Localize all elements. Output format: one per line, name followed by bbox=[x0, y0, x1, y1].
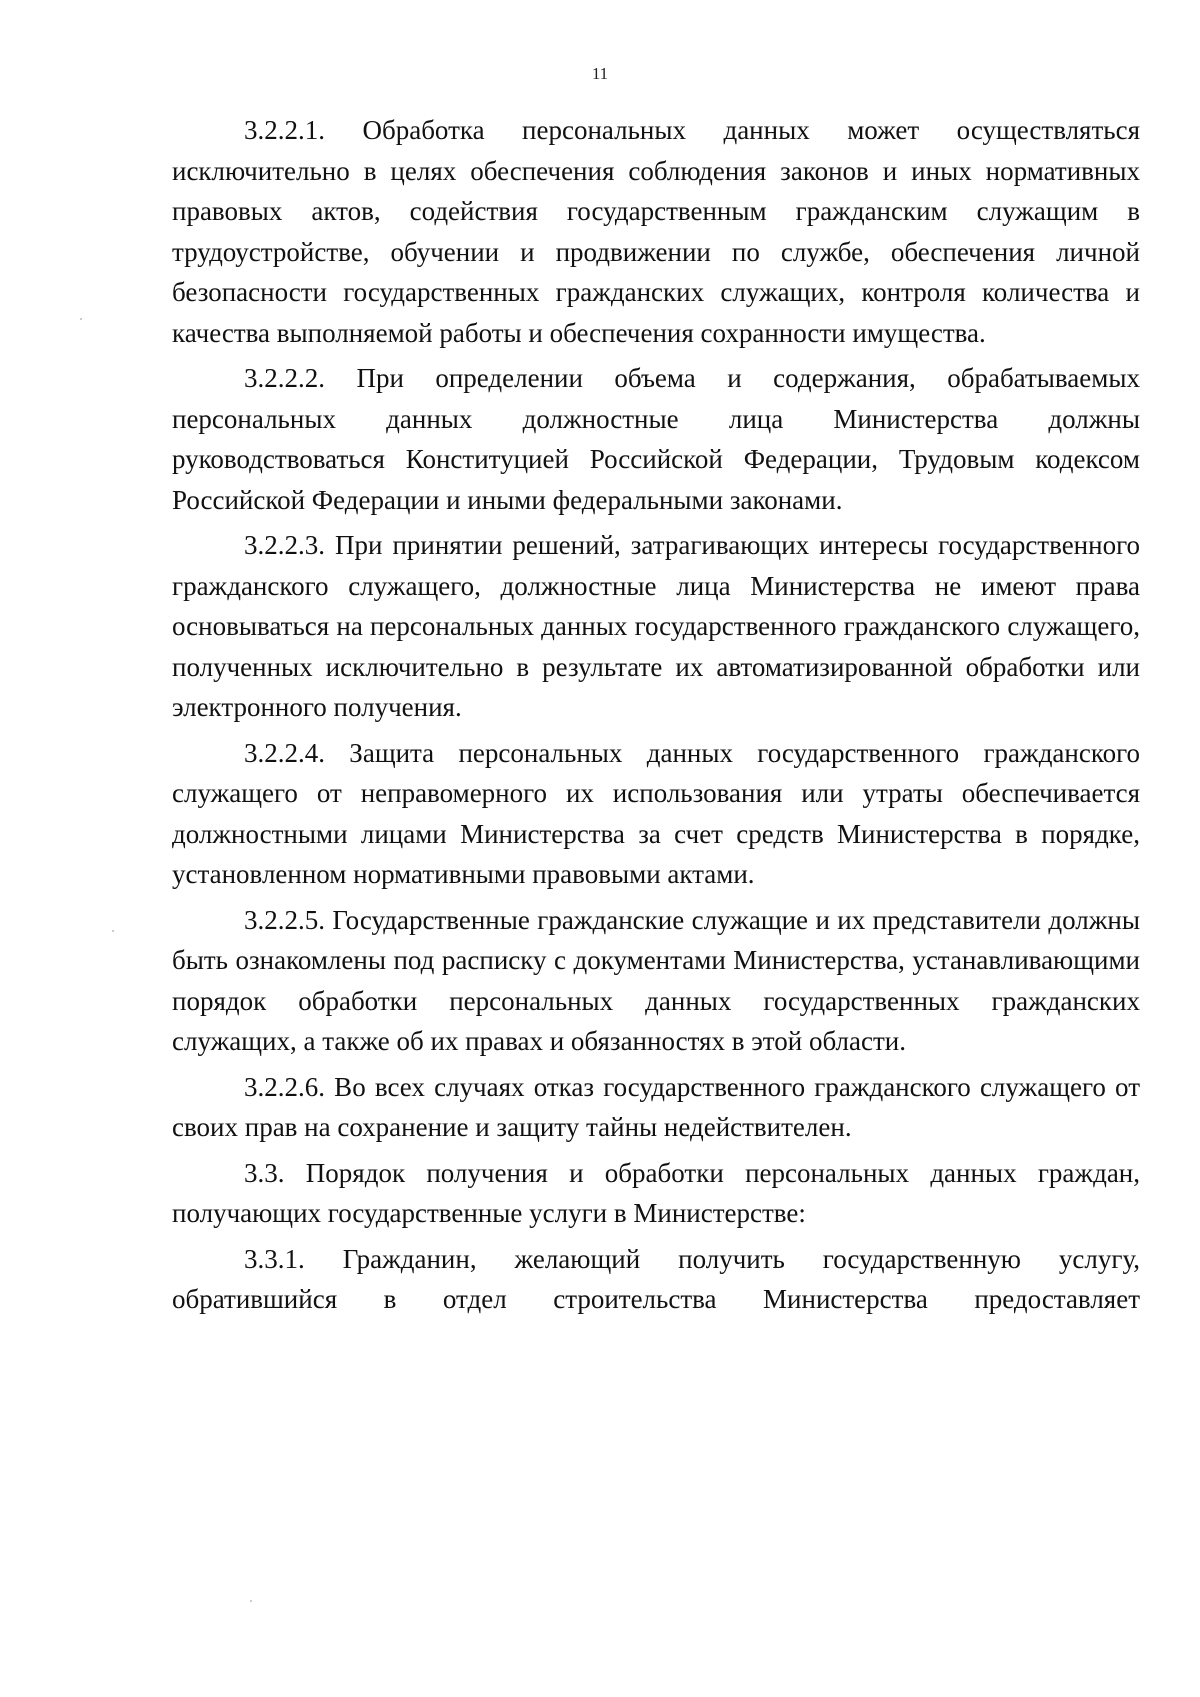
scan-speck bbox=[80, 318, 82, 320]
paragraph-3-3: 3.3. Порядок получения и обработки персональных данных граждан, получающих государственные услуги в Министерстве: bbox=[172, 1157, 1140, 1228]
paragraph-3-2-2-6: 3.2.2.6. Во всех случаях отказ государственного гражданского служащего от своих прав на сохранение и защиту тайны недействителен. bbox=[172, 1071, 1140, 1142]
document-body bbox=[172, 110, 1140, 1325]
paragraph-3-2-2-1: 3.2.2.1. Обработка персональных данных может осуществляться исключительно в целях обеспечения соблюдения законов и иных нормативных правовых актов, содействия государственным гражданским служащим в трудоустройстве, обучении и продвижении по службе, обеспечения личной безопасности государственных гражданских служащих, контроля количества и качества выполняемой работы и обеспечения сохранности имущества. bbox=[172, 115, 1140, 348]
paragraph-3-2-2-2: 3.2.2.2. При определении объема и содержания, обрабатываемых персональных данных должностные лица Министерства должны руководствоваться Конституцией Российской Федерации, Трудовым кодексом Российской Федерации и иными федеральными законами. bbox=[172, 363, 1140, 515]
scan-speck bbox=[112, 930, 114, 932]
scan-speck bbox=[250, 1600, 252, 1602]
page-number: 11 bbox=[591, 64, 609, 83]
paragraph-3-2-2-5: 3.2.2.5. Государственные гражданские служащие и их представители должны быть ознакомлены под расписку с документами Министерства, устанавливающими порядок обработки персональных данных государственных гражданских служащих, а также об их правах и обязанностях в этой области. bbox=[172, 904, 1140, 1056]
paragraph-3-3-1: 3.3.1. Гражданин, желающий получить государственную услугу, обратившийся в отдел строительства Министерства предоставляет bbox=[172, 1243, 1140, 1314]
paragraph-3-2-2-4: 3.2.2.4. Защита персональных данных государственного гражданского служащего от неправомерного их использования или утраты обеспечивается должностными лицами Министерства за счет средств Министерства в порядке, установленном нормативными правовыми актами. bbox=[172, 737, 1140, 889]
paragraph-3-2-2-3: 3.2.2.3. При принятии решений, затрагивающих интересы государственного гражданского служащего, должностные лица Министерства не имеют права основываться на персональных данных государственного гражданского служащего, полученных исключительно в результате их автоматизированной обработки или электронного получения. bbox=[172, 530, 1140, 722]
